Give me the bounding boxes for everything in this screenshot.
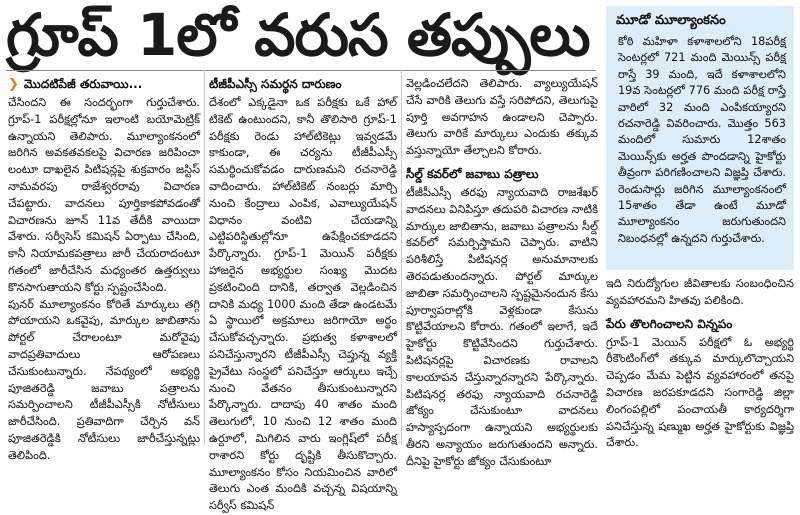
subheading: పేరు తొలగించాలని విన్నపం [606, 316, 733, 331]
subheading: సీల్డ్ కవర్‌లో జవాబు పత్రాలు [406, 166, 539, 181]
paragraph: ఇది నిరుద్యోగుల జీవితాలకు సంబంధించిన వ్యవహారమని హితవు పలికింది. [606, 277, 794, 307]
paragraph: చేసిందని ఈ సందర్భంగా గుర్తుచేశారు. గ్రూప్-1 పరీక్షల్లోనూ ఇలాంటి బయోమెట్రిక్ ఉన్నాయని తెలిపారు. మూల్యాంకనంలో జరిగిన అవకతవకలపై విచారణ జరిపించా లంటూ దాఖలైన పిటిషన్లపై శుక్రవారం జస్టిస్ నామవరపు రాజేశ్వరరావు విచారణ చేపట్టారు. వాదనలు పూర్తికాకపోవడంతో విచారణను జూన్ 11వ తేదీకి వాయిదా వేశారు. సర్వీసెస్ కమిషన్ ఏర్పాటు చేసింది, కానీ నియామకపత్రాలు జారీ చేయరాదంటూ గతంలో జారీచేసిన మధ్యంతర ఉత్తర్వులు కొనసాగుతాయని కోర్టు స్పష్టంచేసింది. [8, 96, 200, 294]
kicker-label: మొదటిపేజీ తరువాయి... [23, 77, 143, 91]
continuation-kicker [8, 76, 200, 93]
column-4 [606, 276, 794, 450]
column-1 [8, 76, 200, 462]
paragraph: టీజీపీఎస్సీ తరఫు న్యాయవాది రాజశేఖర్ వాదనలు వినిపిస్తూ తదుపరి విచారణ నాటికి మార్కుల జాబితాను, జవాబు పత్రాలను సీల్డ్ కవర్‌లో సమర్పిస్తామని చెప్పారు. వాటిని పరిశీలిస్తే పిటిషనర్ల అనుమానాలకు తెరపడుతుందన్నారు. పోర్టల్ మార్కుల జాబితా సమర్పించాలని స్పష్టమైనందున కేసు పూర్వాపరాల్లోకి వెళ్లకుండా కేసును కొట్టివేయాలని కోరారు. గతంలో ఇలాగే, ఇదే హైకోర్టు కొట్టివేసిందని గుర్తుచేశారు. పిటిషనర్లపై విచారణకు రావాలని కాలయాపన చేస్తున్నారన్నారని పేర్కొన్నారు. పిటిషనర్ల తరఫు న్యాయవాది రచనారెడ్డి జోక్యం చేసుకుంటూ వాదనలు హస్యాస్పదంగా ఉన్నాయని అభ్యర్థులకు తీరని అన్యాయం జరుగుతుందని అన్నారు. దీనిపై హైకోర్టు జోక్యం చేసుకుంటూ [406, 185, 598, 468]
column-2 [209, 76, 397, 513]
column-divider [204, 70, 205, 445]
sidebar-body: కోఠి మహిళా కళాశాలలోని 18పరీక్ష సెంటర్లలో 721 మంది మెయిన్స్ పరీక్ష రాస్తే 39 మంది, ఇదే కళాశాలలోని 19వ సెంటర్లలో 776 మంది పరీక్ష రాస్తే వారిలో 32 మంది ఎంపికయ్యారని రచనారెడ్డి వివరించారు. మొత్తం 563 మందిలో సుమారు 12శాతం మెయిన్స్‌కు అర్హత పొందడాన్ని హైకోర్టు తీవ్రంగా పరిగణించాలని విజ్ఞప్తి చేశారు. రెండుసార్లు జరిగిన మూల్యాంకనంలో 15శాతం తేడా ఉంటే మూడో మూల్యాంకనం జరుగుతుందని నిబంధనల్లో ఉన్నదని గుర్తుచేశారు. [618, 35, 786, 245]
headline: గ్రూప్ 1లో వరుస తప్పులు [6, 1, 590, 69]
paragraph: దేశంలో ఎక్కడైనా ఒక పరీక్షకు ఒకే హాల్ టికెట్ ఉంటుందని, కానీ తొలిసారి గ్రూప్-1 పరీక్షకు రెండు హాల్‌టికెట్లు ఇవ్వడమే కాకుండా, ఈ చర్యను టీజీపీఎస్సీ సమర్థించుకోవడం దారుణమని రచనారెడ్డి వాదించారు. హాల్‌టికెట్ నంబర్లు మార్చి నుంచి కేంద్రాలు ఎంపిక, ఎవాల్యుయేషన్ విధానం వంటివి చేయడాన్ని ఎట్టిపరిస్థితుల్లోనూ ఉపేక్షించకూడదని పేర్కొన్నారు. గ్రూప్-1 మెయిన్ పరీక్షకు హాజరైన అభ్యర్థుల సంఖ్య మొదట ప్రకటించింది దానికి, తర్వాత వెల్లడించిన దానికి మధ్య 1000 మంది తేడా ఉండటమే ఏ స్థాయిలో అక్రమాలు జరిగాయో అర్థం చేసుకోవచ్చన్నారు. ప్రభుత్వ కళాశాలలో పనిచేస్తున్నారని టీజీపీఎస్సీ చెప్తున్న వ్యక్తి ప్రైవేటు సంస్థలో పనిచేస్తూ ఆర్కులు ఇచ్చే నుంచి వేతనం తీసుకుంటున్నారని పేర్కొన్నారు. దాదాపు 40 శాతం మంది తెలుగులో, 10 నుంచి 12 శాతం మంది ఉర్దూలో, మిగిలిన వారు ఇంగ్లిష్‌లో పరీక్ష రాశారని కోర్టు దృష్టికి తీసుకొచ్చారు. మూల్యాంకనం కోసం నియమించిన వారిలో తెలుగు ఎంత మందికి వచ్చన్న విషయాన్ని సర్వీస్ కమిషన్ [209, 96, 397, 513]
paragraph: గ్రూప్-1 మెయిన్ పరీక్షలో ఓ అభ్యర్థి రీకౌంటింగ్‌లో తక్కువ మార్కులొచ్చాయని చెప్పడం మేమ పెట్టిన వ్యవహారంలో తనపై విచారణ జరపకూడదని సంగారెడ్డి జిల్లా లింగంపల్లిలో పంచాయతీ కార్యదర్శిగా పనిచేస్తున్న షణ్ముఖ అర్హత హైకోర్టుకు విజ్ఞప్తి చేశారు. [606, 335, 794, 450]
column-3 [406, 76, 598, 468]
paragraph: వెల్లడించలేదని తెలిపారు. వ్యాల్యుయేషన్ చేసే వారికి తెలుగు వస్తే సరిపోదని, తెలుగుపై పూర్తి అవగాహన ఉండాలని చెప్పారు. తెలుగు వారికే మార్కులు ఎందుకు తక్కువ వస్తున్నాయో తేల్చాలని కోరారు. [406, 77, 598, 158]
sidebar-box [606, 6, 794, 270]
headline-rule [6, 70, 596, 71]
sidebar-title: మూడో మూల్యాంకనం [616, 13, 726, 28]
column-divider [401, 70, 402, 445]
subheading: టీజీపీఎస్సీ సమర్థన దారుణం [209, 77, 342, 91]
paragraph: పునర్ మూల్యాంకనం కోరితే మార్కులు తగ్గి పోయాయని ఒకవైపు, మార్కుల జాబితాను పోర్టల్ చేరాలంటూ మరోవైపు వాదప్రతివాదులు ఆరోపణలు చేసుకుంటున్నారు. నేపథ్యంలో అభ్యర్థి పూజితరెడ్డి జవాబు పత్రాలను సమర్పించాలని టీజీపీఎస్సీకి నోటీసులు జారీచేసింది. ప్రతివాదిగా చేర్చిన వన్ పూజితరెడ్డికి నోటీసులు జారీచేస్తున్నట్లు తెలిపింది. [8, 297, 200, 462]
chevron-right-icon: ❯ [8, 77, 19, 92]
